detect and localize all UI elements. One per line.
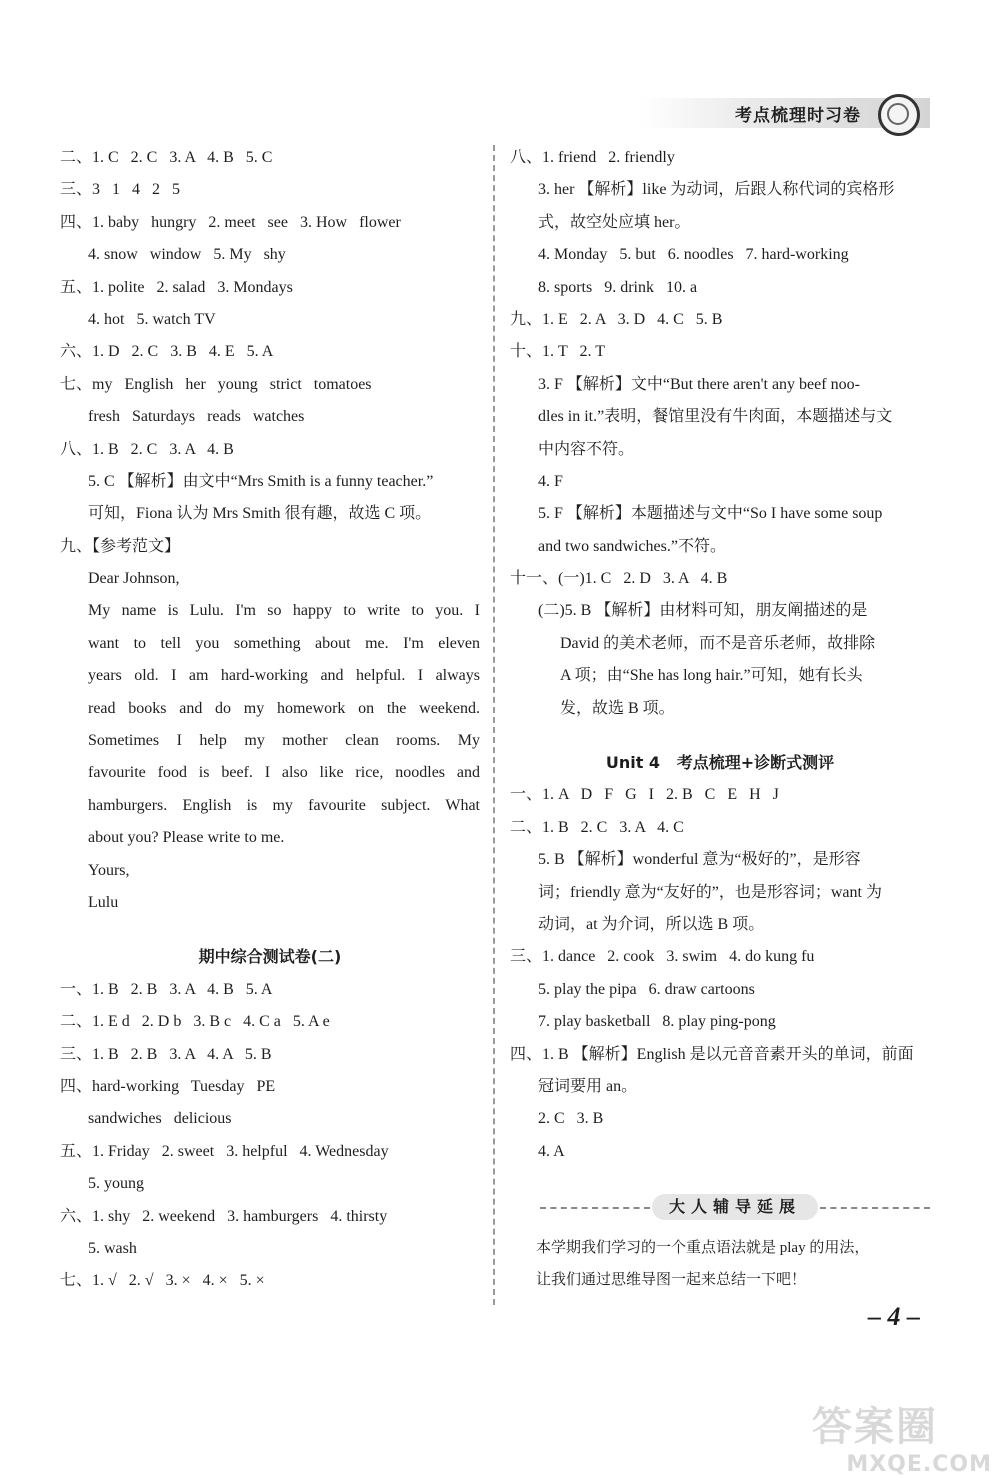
answer-line: 五、1. polite 2. salad 3. Mondays (60, 278, 293, 296)
answer-line: 5. wash (88, 1239, 137, 1257)
watermark-url: MXQE.COM (846, 1452, 992, 1477)
section-gap (510, 725, 930, 747)
answer-line: 十一、(一)1. C 2. D 3. A 4. B (510, 570, 728, 588)
watermark (812, 1395, 992, 1477)
answer-line: 九、1. E 2. A 3. D 4. C 5. B (510, 310, 723, 328)
answer-line: Yours, (88, 861, 130, 879)
answer-line: 5. young (88, 1175, 144, 1193)
answer-line: A 项；由“She has long hair.”可知，她有长头 (560, 667, 863, 685)
tip-box-header (540, 1194, 930, 1220)
answer-line: 二、1. C 2. C 3. A 4. B 5. C (60, 149, 273, 166)
answer-line: 7. play basketball 8. play ping-pong (538, 1013, 776, 1031)
answer-line: 词；friendly 意为“友好的”，也是形容词；want 为 (538, 883, 882, 901)
tip-rule-left (540, 1207, 650, 1209)
answer-line: (二)5. B 【解析】由材料可知，朋友阐描述的是 (538, 602, 868, 620)
section-title: Unit 4 考点梳理+诊断式测评 (605, 753, 835, 773)
answer-line: 三、3 1 4 2 5 (60, 181, 181, 199)
answer-line: 可知，Fiona 认为 Mrs Smith 很有趣，故选 C 项。 (88, 505, 432, 523)
answer-line: 四、1. B 【解析】English 是以元音音素开头的单词，前面 (510, 1045, 914, 1063)
answer-line: 冠词要用 an。 (538, 1077, 638, 1095)
answer-line: 二、1. B 2. C 3. A 4. C (510, 818, 684, 836)
answer-line: hamburgers. English is my favourite subject. What (88, 796, 480, 814)
answer-line: 发，故选 B 项。 (560, 699, 675, 717)
answer-line: 3. her 【解析】like 为动词，后跟人称代词的宾格形 (538, 181, 895, 199)
answer-line: 4. A (538, 1142, 565, 1160)
tip-line: 本学期我们学习的一个重点语法就是 play 的用法， (536, 1240, 870, 1256)
answer-line: 8. sports 9. drink 10. a (538, 278, 698, 296)
answer-line: 七、my English her young strict tomatoes (60, 375, 372, 393)
answer-line: 二、1. E d 2. D b 3. B c 4. C a 5. A e (60, 1013, 330, 1031)
watermark-logo-text: 答案圈 (812, 1404, 938, 1450)
answer-line: Dear Johnson, (88, 570, 180, 588)
answer-line: Sometimes I help my mother clean rooms. My (88, 732, 480, 750)
header-title: 考点梳理时习卷 (735, 106, 861, 126)
publisher-seal-icon (878, 94, 920, 136)
answer-line: read books and do my homework on the weekend. (88, 699, 480, 717)
answer-line: Lulu (88, 893, 119, 911)
page-number: – 4 – (868, 1302, 920, 1331)
answer-line: 4. F (538, 472, 563, 490)
answer-line: 六、1. D 2. C 3. B 4. E 5. A (60, 343, 274, 361)
tip-rule-right (820, 1207, 930, 1209)
answer-line: 八、1. friend 2. friendly (510, 149, 675, 166)
answer-line: 4. Monday 5. but 6. noodles 7. hard-working (538, 246, 849, 264)
answer-line: 5. B 【解析】wonderful 意为“极好的”，是形容 (538, 851, 861, 869)
answer-line: 九、【参考范文】 (60, 537, 181, 555)
answer-line: 一、1. B 2. B 3. A 4. B 5. A (60, 980, 273, 998)
answer-line: 3. F 【解析】文中“But there aren't any beef noo- (538, 375, 860, 393)
answer-line: dles in it.”表明，餐馆里没有牛肉面，本题描述与文 (538, 408, 893, 426)
answer-line: 4. snow window 5. My shy (88, 246, 286, 264)
tip-line: 让我们通过思维导图一起来总结一下吧！ (536, 1272, 807, 1288)
answer-line: 中内容不符。 (538, 440, 635, 458)
answer-line: years old. I am hard-working and helpful. I always (88, 667, 480, 685)
answer-line: 5. C 【解析】由文中“Mrs Smith is a funny teacher.” (88, 472, 434, 490)
answer-line: 三、1. dance 2. cook 3. swim 4. do kung fu (510, 948, 815, 966)
answer-line: 六、1. shy 2. weekend 3. hamburgers 4. thirsty (60, 1207, 388, 1225)
answer-line: about you? Please write to me. (88, 829, 285, 847)
answer-line: 5. F 【解析】本题描述与文中“So I have some soup (538, 505, 883, 523)
answer-line: 一、1. A D F G I 2. B C E H J (510, 786, 779, 804)
answer-line: 十、1. T 2. T (510, 343, 605, 361)
answer-line: favourite food is beef. I also like rice, noodles and (88, 764, 480, 782)
right-column (510, 142, 930, 1168)
answer-line: 七、1. √ 2. √ 3. × 4. × 5. × (60, 1272, 265, 1290)
answer-line: 5. play the pipa 6. draw cartoons (538, 980, 755, 998)
left-column (60, 142, 480, 1298)
tip-box-text (536, 1232, 926, 1296)
section-gap (60, 919, 480, 941)
answer-line: fresh Saturdays reads watches (88, 408, 305, 426)
answer-line: want to tell you something about me. I'm eleven (88, 634, 480, 652)
answer-line: 三、1. B 2. B 3. A 4. A 5. B (60, 1045, 272, 1063)
answer-line: 四、hard-working Tuesday PE (60, 1077, 276, 1095)
answer-line: 动词，at 为介词，所以选 B 项。 (538, 915, 765, 933)
answer-line: My name is Lulu. I'm so happy to write to you. I (88, 602, 480, 620)
answer-line: 四、1. baby hungry 2. meet see 3. How flower (60, 213, 401, 231)
answer-line: 式，故空处应填 her。 (538, 213, 691, 231)
column-divider (493, 145, 495, 1305)
answer-line: 五、1. Friday 2. sweet 3. helpful 4. Wednesday (60, 1142, 389, 1160)
answer-line: sandwiches delicious (88, 1110, 232, 1128)
section-title: 期中综合测试卷(二) (198, 947, 342, 967)
answer-line: 八、1. B 2. C 3. A 4. B (60, 440, 234, 458)
answer-line: 4. hot 5. watch TV (88, 310, 216, 328)
answer-line: David 的美术老师，而不是音乐老师，故排除 (560, 634, 876, 652)
tip-box-title: 大人辅导延展 (652, 1194, 818, 1220)
answer-line: and two sandwiches.”不符。 (538, 537, 726, 555)
answer-line: 2. C 3. B (538, 1110, 604, 1128)
